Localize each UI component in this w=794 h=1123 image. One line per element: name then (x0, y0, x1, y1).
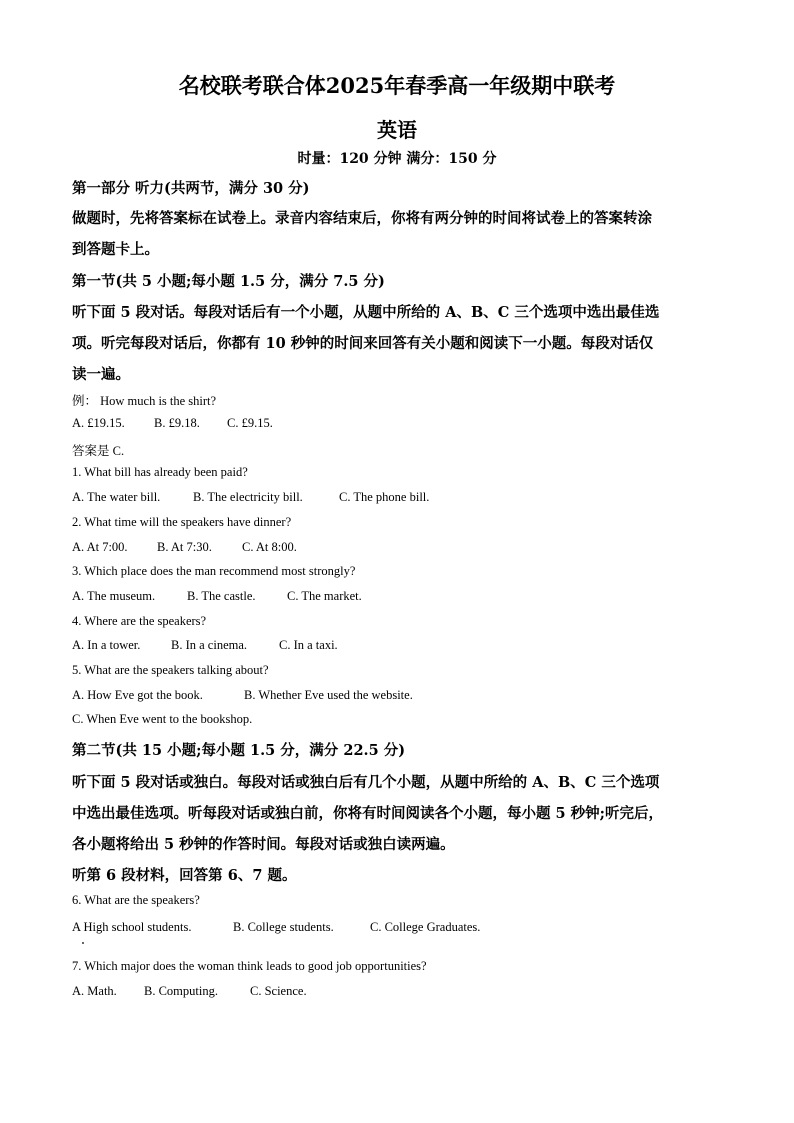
option-c: C. £9.15. (227, 416, 273, 430)
example-question: 例： How much is the shirt? (72, 394, 217, 408)
section2-instruction-line: 中选出最佳选项。听每段对话或独白前，你将有时间阅读各个小题，每小题 5 秒钟;听完后， (72, 805, 664, 822)
section2-instruction-line: 各小题将给出 5 秒钟的作答时间。每段对话或独白读两遍。 (72, 836, 455, 853)
part1-heading: 第一部分 听力(共两节，满分 30 分) (72, 180, 310, 197)
section1-instruction-line: 项。听完每段对话后，你都有 10 秒钟的时间来回答有关小题和阅读下一小题。每段对话仅 (72, 335, 654, 352)
option-b: B. Computing. (144, 984, 218, 998)
option-a: A. In a tower. (72, 638, 141, 652)
section2-heading: 第二节(共 15 小题;每小题 1.5 分，满分 22.5 分) (72, 742, 406, 759)
section1-instruction-line: 听下面 5 段对话。每段对话后有一个小题，从题中所给的 A、B、C 三个选项中选出最佳选 (72, 304, 660, 321)
option-a: A. The museum. (72, 589, 156, 603)
option-b: B. Whether Eve used the website. (244, 688, 413, 702)
option-b: B. The castle. (187, 589, 256, 603)
option-b: B. College students. (233, 920, 334, 934)
option-c: C. In a taxi. (279, 638, 338, 652)
option-c: C. Science. (250, 984, 307, 998)
section1-instruction-line: 读一遍。 (72, 366, 130, 383)
question-2: 2. What time will the speakers have dinner? (72, 515, 292, 529)
material-6-heading: 听第 6 段材料，回答第 6、7 题。 (72, 867, 297, 884)
option-a: A High school students. (72, 920, 192, 934)
question-3: 3. Which place does the man recommend most strongly? (72, 564, 356, 578)
option-a: A. At 7:00. (72, 540, 128, 554)
option-a: A. £19.15. (72, 416, 125, 430)
option-c: C. College Graduates. (370, 920, 481, 934)
option-b: B. The electricity bill. (193, 490, 303, 504)
subject-title: 英语 (377, 118, 417, 142)
option-b: B. £9.18. (154, 416, 200, 430)
question-4: 4. Where are the speakers? (72, 614, 207, 628)
option-c: C. The phone bill. (339, 490, 430, 504)
time-and-score: 时量：120 分钟 满分：150 分 (297, 151, 497, 167)
stray-dot (82, 942, 84, 944)
section1-heading: 第一节(共 5 小题;每小题 1.5 分，满分 7.5 分) (72, 273, 385, 290)
part1-instruction-line: 到答题卡上。 (72, 241, 159, 258)
option-c: C. At 8:00. (242, 540, 297, 554)
question-7: 7. Which major does the woman think leads to good job opportunities? (72, 959, 427, 973)
option-a: A. The water bill. (72, 490, 161, 504)
option-a: A. How Eve got the book. (72, 688, 203, 702)
question-5-option-c: C. When Eve went to the bookshop. (72, 712, 253, 726)
option-b: B. In a cinema. (171, 638, 248, 652)
exam-title: 名校联考联合体2025年春季高一年级期中联考 (178, 73, 616, 98)
section2-instruction-line: 听下面 5 段对话或独白。每段对话或独白后有几个小题，从题中所给的 A、B、C 三个选项 (72, 774, 660, 791)
example-answer: 答案是 C. (72, 444, 125, 458)
question-6: 6. What are the speakers? (72, 893, 200, 907)
option-a: A. Math. (72, 984, 117, 998)
question-5: 5. What are the speakers talking about? (72, 663, 269, 677)
question-1: 1. What bill has already been paid? (72, 465, 248, 479)
option-c: C. The market. (287, 589, 362, 603)
option-b: B. At 7:30. (157, 540, 212, 554)
part1-instruction-line: 做题时，先将答案标在试卷上。录音内容结束后，你将有两分钟的时间将试卷上的答案转涂 (72, 210, 652, 227)
